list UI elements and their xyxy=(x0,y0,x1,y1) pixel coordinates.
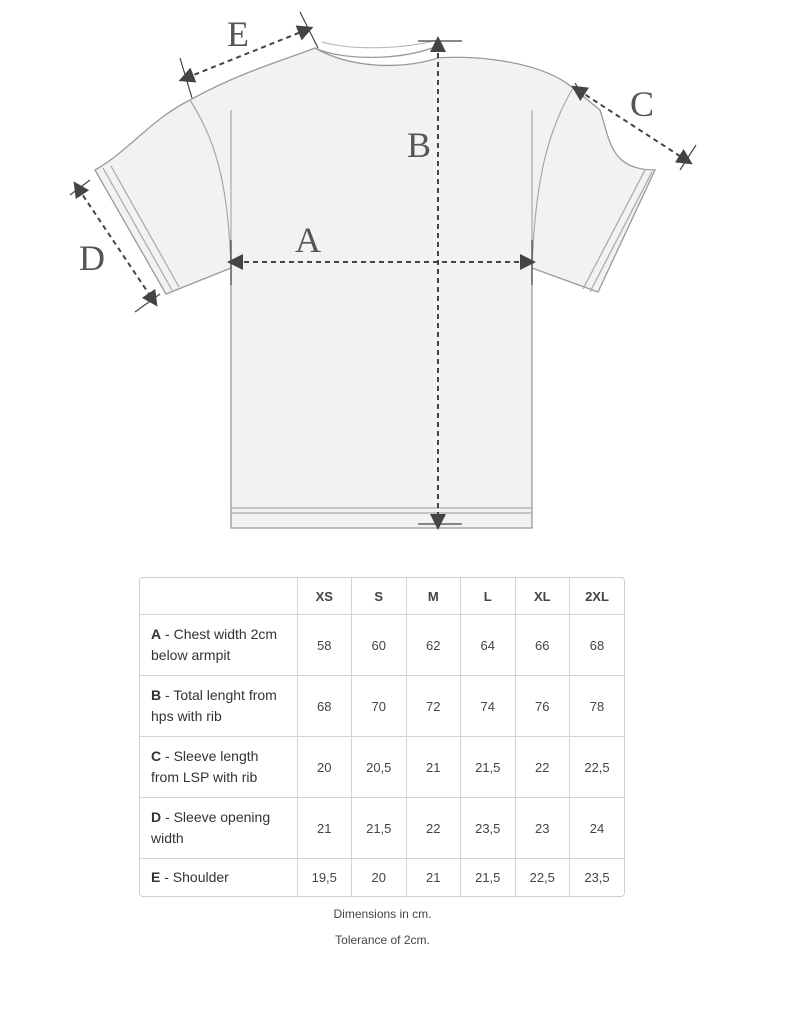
label-b: B xyxy=(407,125,432,165)
table-cell: 21,5 xyxy=(352,798,407,859)
dimensions-note: Dimensions in cm. xyxy=(333,907,432,921)
table-cell: 21 xyxy=(406,859,461,896)
table-row xyxy=(140,737,624,798)
table-cell: 19,5 xyxy=(297,859,352,896)
size-header: 2XL xyxy=(570,578,625,615)
table-cell: 22,5 xyxy=(570,737,625,798)
label-d: D xyxy=(79,238,105,278)
size-header: L xyxy=(461,578,516,615)
measurement-description: C - Sleeve length from LSP with rib xyxy=(140,737,297,798)
size-header: M xyxy=(406,578,461,615)
table-cell: 62 xyxy=(406,615,461,676)
table-cell: 66 xyxy=(515,615,570,676)
label-a: A xyxy=(295,220,321,260)
tshirt-collar xyxy=(315,45,440,57)
table-cell: 68 xyxy=(297,676,352,737)
label-e: E xyxy=(227,14,249,54)
label-c: C xyxy=(630,84,655,124)
table-cell: 78 xyxy=(570,676,625,737)
table-cell: 70 xyxy=(352,676,407,737)
table-cell: 68 xyxy=(570,615,625,676)
table-cell: 23,5 xyxy=(461,798,516,859)
table-cell: 23,5 xyxy=(570,859,625,896)
table-cell: 60 xyxy=(352,615,407,676)
table-cell: 23 xyxy=(515,798,570,859)
table-header-row xyxy=(140,578,624,615)
table-row xyxy=(140,798,624,859)
table-cell: 22 xyxy=(515,737,570,798)
table-cell: 21 xyxy=(297,798,352,859)
table-cell: 58 xyxy=(297,615,352,676)
table-cell: 21 xyxy=(406,737,461,798)
measurement-description: B - Total lenght from hps with rib xyxy=(140,676,297,737)
size-header: S xyxy=(352,578,407,615)
table-cell: 21,5 xyxy=(461,859,516,896)
measurement-description: D - Sleeve opening width xyxy=(140,798,297,859)
measurement-description: A - Chest width 2cm below armpit xyxy=(140,615,297,676)
table-row xyxy=(140,676,624,737)
table-cell: 22 xyxy=(406,798,461,859)
tshirt-outline xyxy=(95,40,655,528)
table-row xyxy=(140,615,624,676)
table-cell: 72 xyxy=(406,676,461,737)
table-cell: 64 xyxy=(461,615,516,676)
measurement-description: E - Shoulder xyxy=(140,859,297,896)
header-empty-cell xyxy=(140,578,297,615)
table-cell: 20,5 xyxy=(352,737,407,798)
table-cell: 20 xyxy=(297,737,352,798)
table-cell: 21,5 xyxy=(461,737,516,798)
table-cell: 22,5 xyxy=(515,859,570,896)
size-header: XS xyxy=(297,578,352,615)
table-row xyxy=(140,859,624,896)
table-cell: 76 xyxy=(515,676,570,737)
size-header: XL xyxy=(515,578,570,615)
table-cell: 74 xyxy=(461,676,516,737)
tshirt-body xyxy=(95,48,655,528)
table-cell: 24 xyxy=(570,798,625,859)
table-cell: 20 xyxy=(352,859,407,896)
size-chart-table xyxy=(139,577,625,897)
tolerance-note: Tolerance of 2cm. xyxy=(335,933,430,947)
